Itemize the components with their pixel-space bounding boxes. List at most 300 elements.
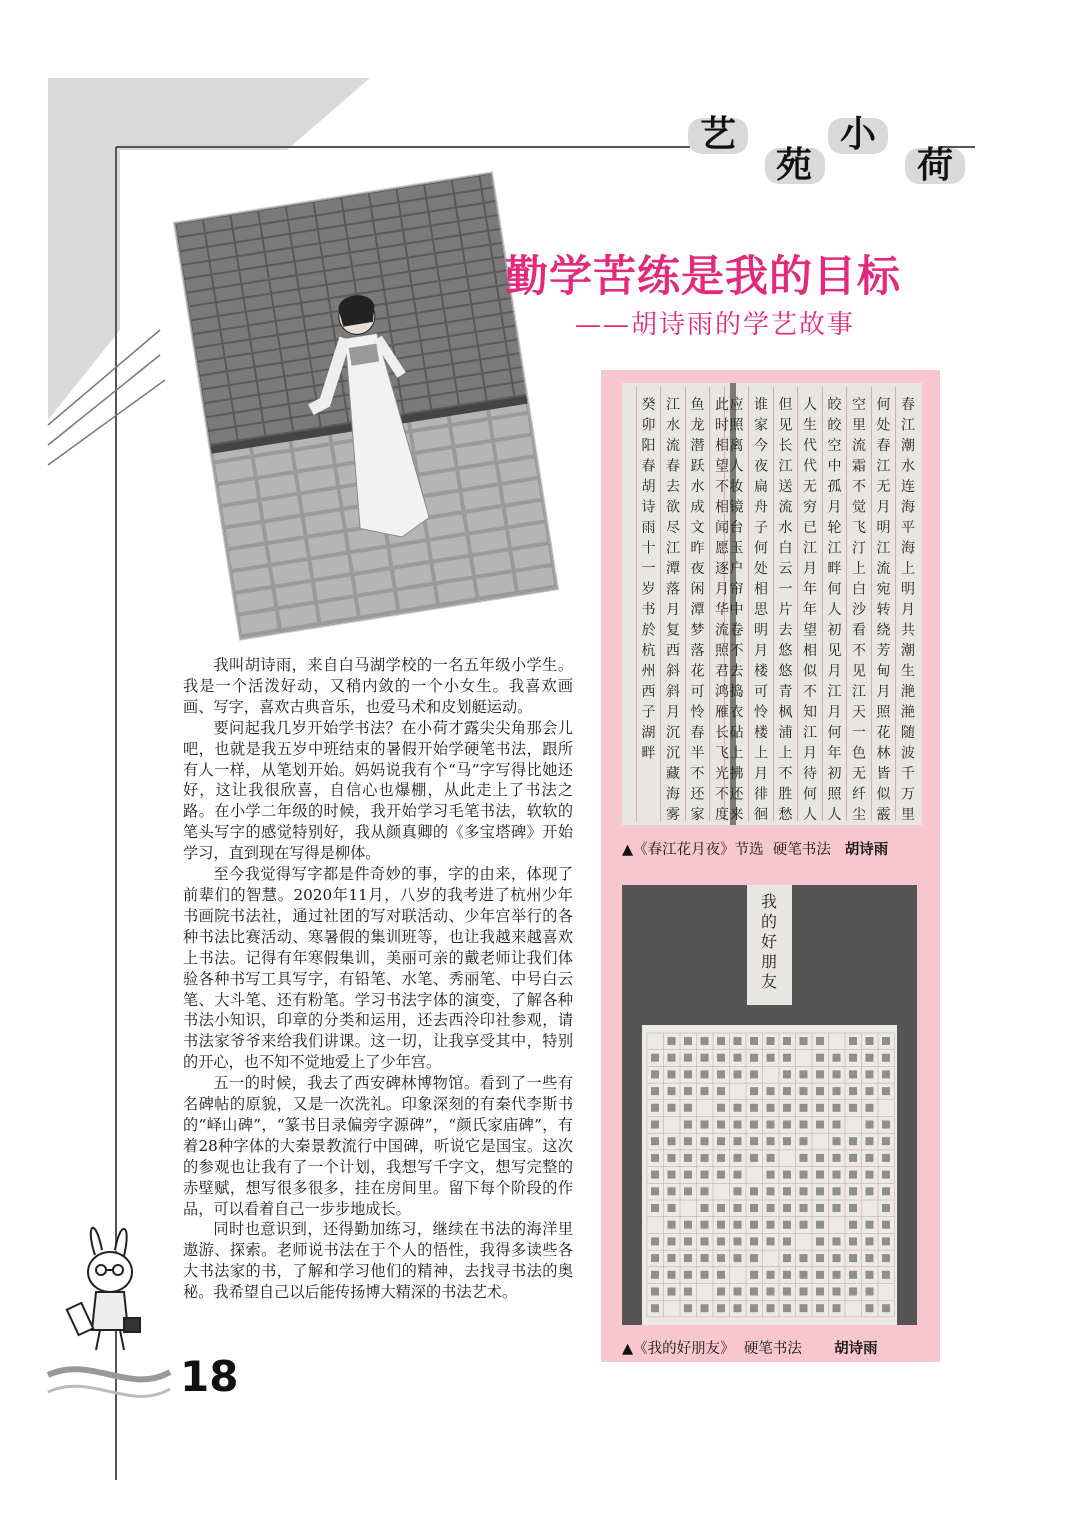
calligraphy-char: 时 <box>715 417 729 434</box>
calligraphy-char: 不 <box>852 643 866 659</box>
calligraphy-char: 不 <box>729 643 744 659</box>
calligraphy-char: 生 <box>901 663 915 680</box>
calligraphy-char: 去 <box>666 479 680 495</box>
swoosh <box>48 1386 170 1396</box>
handwriting-mark <box>651 1204 659 1212</box>
calligraphy-char: 纤 <box>852 786 866 803</box>
handwriting-mark <box>651 1288 659 1296</box>
handwriting-mark <box>701 1121 709 1129</box>
calligraphy-char: 长 <box>715 725 729 741</box>
calligraphy-char: 胡 <box>641 479 656 495</box>
calligraphy-char: 谁 <box>754 397 768 413</box>
calligraphy-char: 望 <box>715 458 729 475</box>
calligraphy-char: 江 <box>803 725 817 741</box>
handwriting-mark <box>849 1171 857 1179</box>
handwriting-mark <box>684 1304 692 1312</box>
handwriting-mark <box>849 1054 857 1062</box>
calligraphy-char: 海 <box>666 786 680 803</box>
calligraphy-char: 浦 <box>778 725 793 741</box>
calligraphy-char: 人 <box>803 397 817 413</box>
handwriting-mark <box>816 1070 824 1078</box>
handwriting-mark <box>668 1087 676 1095</box>
handwriting-mark <box>866 1187 874 1195</box>
calligraphy-char: 年 <box>803 581 817 598</box>
calligraphy-char: 尘 <box>852 807 866 823</box>
calligraphy-char: 白 <box>852 581 866 598</box>
handwriting-mark <box>750 1037 758 1045</box>
handwriting-mark <box>651 1304 659 1312</box>
calligraphy-char: 里 <box>901 807 915 823</box>
calligraphy-char: 处 <box>876 417 891 434</box>
calligraphy-char: 白 <box>778 540 793 557</box>
handwriting-mark <box>833 1154 841 1162</box>
calligraphy-char: 不 <box>690 766 705 782</box>
calligraphy-char: 沉 <box>666 745 680 762</box>
calligraphy-char: 来 <box>729 807 744 823</box>
calligraphy-char: 水 <box>690 479 705 495</box>
handwriting-mark <box>816 1237 824 1245</box>
handwriting-mark <box>717 1054 725 1062</box>
handwriting-mark <box>684 1154 692 1162</box>
calligraphy-char: 半 <box>690 745 705 762</box>
handwriting-mark <box>734 1254 742 1262</box>
calligraphy-char: 江 <box>901 417 915 434</box>
calligraphy-char: 月 <box>827 704 842 721</box>
calligraphy-char: 月 <box>754 766 768 782</box>
handwriting-mark <box>816 1121 824 1129</box>
calligraphy-work-2 <box>622 885 917 1325</box>
handwriting-mark <box>767 1054 775 1062</box>
calligraphy-char: 潭 <box>690 602 705 618</box>
handwriting-mark <box>866 1070 874 1078</box>
calligraphy-char: 人 <box>827 807 842 823</box>
calligraphy-char: 潜 <box>690 438 705 454</box>
calligraphy-char: 万 <box>901 786 915 803</box>
calligraphy-char: 月 <box>803 561 817 577</box>
handwriting-mark <box>767 1221 775 1229</box>
calligraphy-char: 何 <box>827 581 842 598</box>
calligraphy-char: 千 <box>901 766 915 782</box>
calligraphy-char: 随 <box>901 725 915 741</box>
handwriting-mark <box>783 1171 791 1179</box>
calligraphy-char: 无 <box>852 766 866 782</box>
calligraphy-char: 年 <box>803 602 817 618</box>
handwriting-mark <box>866 1221 874 1229</box>
handwriting-mark <box>734 1070 742 1078</box>
handwriting-mark <box>783 1054 791 1062</box>
calligraphy-char: 楼 <box>754 725 768 741</box>
handwriting-mark <box>717 1204 725 1212</box>
calligraphy-char: 知 <box>803 704 817 721</box>
calligraphy-char: 天 <box>852 704 866 721</box>
handwriting-mark <box>701 1304 709 1312</box>
calligraphy-char: 相 <box>715 438 729 454</box>
handwriting-mark <box>651 1104 659 1112</box>
calligraphy-char: 家 <box>690 807 705 823</box>
calligraphy-char: 片 <box>778 602 793 618</box>
handwriting-mark <box>684 1187 692 1195</box>
calligraphy-char: 海 <box>901 499 915 516</box>
calligraphy-char: 扁 <box>754 479 768 495</box>
calligraphy-char: 无 <box>803 479 817 495</box>
calligraphy-char: 中 <box>729 602 744 618</box>
calligraphy-char: 代 <box>803 458 817 475</box>
calligraphy-char: 流 <box>778 499 793 516</box>
calligraphy-char: 不 <box>803 684 817 700</box>
handwriting-mark <box>668 1204 676 1212</box>
article-subtitle: ——胡诗雨的学艺故事 <box>575 310 856 340</box>
paragraph: 五一的时候，我去了西安碑林博物馆。看到了一些有名碑帖的原貌，又是一次洗礼。印象深刻的有秦代李斯书的“峄山碑”，“篆书目录偏旁字源碑”，“颜氏家庙碑”，有着28种字体的大秦景教流行中国碑，听说它是国宝。这次的参观也让我有了一个计划，我想写千字文，想写完整的赤壁赋，想写很多很多，挂在房间里。留下每个阶段的作品，可以看着自己一步步地成长。 <box>183 1074 573 1218</box>
handwriting-mark <box>651 1271 659 1279</box>
calligraphy-char: 书 <box>641 602 656 618</box>
handwriting-mark <box>734 1171 742 1179</box>
calligraphy-char: 落 <box>666 581 680 598</box>
handwriting-mark <box>866 1271 874 1279</box>
handwriting-mark <box>833 1187 841 1195</box>
calligraphy-char: 何 <box>827 725 842 741</box>
handwriting-mark <box>734 1154 742 1162</box>
calligraphy-char: 不 <box>715 786 729 803</box>
handwriting-mark <box>783 1221 791 1229</box>
handwriting-mark <box>816 1204 824 1212</box>
handwriting-mark <box>866 1288 874 1296</box>
handwriting-mark <box>750 1054 758 1062</box>
calligraphy-char: 相 <box>715 499 729 516</box>
calligraphy-char: 复 <box>666 622 680 639</box>
calligraphy-char: 空 <box>827 438 842 454</box>
handwriting-mark <box>668 1187 676 1195</box>
calligraphy-char: 逐 <box>715 561 729 577</box>
calligraphy-char: 无 <box>876 479 891 495</box>
handwriting-mark <box>882 1154 890 1162</box>
handwriting-mark <box>750 1221 758 1229</box>
handwriting-mark <box>767 1304 775 1312</box>
calligraphy-char: 阳 <box>641 438 656 454</box>
handwriting-mark <box>734 1187 742 1195</box>
heading-char: 朋 <box>760 952 778 971</box>
handwriting-mark <box>651 1121 659 1129</box>
handwriting-mark <box>701 1154 709 1162</box>
handwriting-mark <box>783 1187 791 1195</box>
calligraphy-char: 何 <box>754 540 768 557</box>
handwriting-mark <box>734 1221 742 1229</box>
calligraphy-char: 照 <box>715 643 729 659</box>
calligraphy-char: 去 <box>729 663 744 680</box>
handwriting-mark <box>701 1087 709 1095</box>
portrait-photo <box>174 172 558 639</box>
handwriting-mark <box>882 1054 890 1062</box>
calligraphy-char: 飞 <box>715 745 729 762</box>
calligraphy-char: 绕 <box>876 622 891 639</box>
calligraphy-char: 何 <box>876 397 891 413</box>
calligraphy-char: 流 <box>715 622 729 639</box>
calligraphy-char: 拂 <box>729 766 744 782</box>
calligraphy-char: 砧 <box>729 725 744 741</box>
calligraphy-char: 明 <box>901 581 915 598</box>
calligraphy-char: 明 <box>754 622 768 639</box>
handwriting-mark <box>833 1104 841 1112</box>
calligraphy-char: 鸿 <box>715 684 729 700</box>
calligraphy-char: 龙 <box>690 417 705 434</box>
handwriting-mark <box>816 1304 824 1312</box>
handwriting-mark <box>767 1171 775 1179</box>
calligraphy-char: 月 <box>827 499 842 516</box>
calligraphy-char: 处 <box>754 561 768 577</box>
calligraphy-char: 杭 <box>641 643 656 659</box>
calligraphy-char: 江 <box>876 458 891 475</box>
calligraphy-char: 空 <box>852 397 866 413</box>
calligraphy-char: 水 <box>666 417 680 434</box>
handwriting-mark <box>800 1187 808 1195</box>
handwriting-mark <box>734 1204 742 1212</box>
handwriting-mark <box>750 1237 758 1245</box>
calligraphy-char: 上 <box>754 745 768 762</box>
handwriting-mark <box>833 1137 841 1145</box>
calligraphy-char: 玉 <box>729 540 744 557</box>
calligraphy-char: 梦 <box>690 622 705 639</box>
calligraphy-char: 照 <box>729 417 744 434</box>
calligraphy-char: 代 <box>803 438 817 454</box>
calligraphy-char: 青 <box>778 684 793 700</box>
handwriting-mark <box>750 1087 758 1095</box>
handwriting-mark <box>684 1271 692 1279</box>
calligraphy-char: 波 <box>901 745 915 762</box>
handwriting-mark <box>750 1304 758 1312</box>
handwriting-mark <box>849 1187 857 1195</box>
calligraphy-char: 思 <box>754 602 768 618</box>
calligraphy-char: 人 <box>803 807 817 823</box>
calligraphy-char: 花 <box>876 725 891 741</box>
calligraphy-char: 文 <box>690 520 705 536</box>
handwriting-mark <box>767 1271 775 1279</box>
calligraphy-char: 雁 <box>715 704 729 721</box>
calligraphy-char: 一 <box>778 581 793 598</box>
column-char: 小 <box>840 114 877 155</box>
calligraphy-char: 癸 <box>641 397 656 413</box>
handwriting-mark <box>783 1254 791 1262</box>
handwriting-mark <box>651 1187 659 1195</box>
handwriting-mark <box>783 1304 791 1312</box>
handwriting-mark <box>717 1271 725 1279</box>
handwriting-mark <box>668 1137 676 1145</box>
handwriting-mark <box>882 1304 890 1312</box>
handwriting-mark <box>800 1221 808 1229</box>
handwriting-mark <box>734 1237 742 1245</box>
column-char: 苑 <box>776 145 813 186</box>
handwriting-mark <box>668 1070 676 1078</box>
calligraphy-char: 雨 <box>641 520 656 536</box>
handwriting-mark <box>651 1254 659 1262</box>
calligraphy-char: 飞 <box>852 520 866 536</box>
handwriting-mark <box>882 1037 890 1045</box>
handwriting-mark <box>767 1204 775 1212</box>
calligraphy-char: 夜 <box>754 458 768 475</box>
handwriting-mark <box>800 1070 808 1078</box>
calligraphy-char: 江 <box>876 540 891 557</box>
calligraphy-char: 送 <box>778 479 793 495</box>
handwriting-mark <box>750 1187 758 1195</box>
handwriting-mark <box>882 1271 890 1279</box>
handwriting-mark <box>833 1087 841 1095</box>
handwriting-mark <box>849 1154 857 1162</box>
calligraphy-char: 月 <box>827 663 842 680</box>
handwriting-mark <box>849 1221 857 1229</box>
calligraphy-char: 昨 <box>690 540 705 557</box>
handwriting-mark <box>783 1204 791 1212</box>
handwriting-mark <box>783 1087 791 1095</box>
calligraphy-char: 霰 <box>876 807 891 823</box>
handwriting-mark <box>651 1171 659 1179</box>
handwriting-mark <box>750 1137 758 1145</box>
handwriting-mark <box>866 1037 874 1045</box>
handwriting-mark <box>866 1121 874 1129</box>
handwriting-mark <box>800 1121 808 1129</box>
handwriting-mark <box>701 1070 709 1078</box>
handwriting-mark <box>734 1304 742 1312</box>
calligraphy-char: 似 <box>803 663 817 680</box>
handwriting-mark <box>701 1271 709 1279</box>
calligraphy-char: 流 <box>852 438 866 454</box>
calligraphy-char: 平 <box>901 520 915 536</box>
article-body <box>183 655 573 1303</box>
caption-title: ▲《我的好朋友》 <box>622 1341 735 1357</box>
handwriting-mark <box>750 1104 758 1112</box>
handwriting-mark <box>684 1237 692 1245</box>
handwriting-mark <box>717 1087 725 1095</box>
calligraphy-char: 不 <box>852 479 866 495</box>
handwriting-mark <box>684 1121 692 1129</box>
calligraphy-char: 照 <box>876 704 891 721</box>
heading-char: 好 <box>760 932 778 951</box>
calligraphy-char: 穷 <box>803 499 817 516</box>
handwriting-mark <box>767 1187 775 1195</box>
handwriting-mark <box>684 1037 692 1045</box>
handwriting-mark <box>882 1204 890 1212</box>
calligraphy-char: 西 <box>641 684 656 700</box>
handwriting-mark <box>684 1104 692 1112</box>
calligraphy-char: 春 <box>666 458 680 475</box>
handwriting-mark <box>717 1104 725 1112</box>
handwriting-mark <box>717 1121 725 1129</box>
calligraphy-char: 相 <box>803 643 817 659</box>
calligraphy-char: 悠 <box>778 643 793 659</box>
handwriting-mark <box>717 1171 725 1179</box>
calligraphy-char: 闲 <box>690 581 705 598</box>
handwriting-mark <box>849 1104 857 1112</box>
handwriting-mark <box>849 1288 857 1296</box>
handwriting-mark <box>701 1187 709 1195</box>
handwriting-mark <box>882 1187 890 1195</box>
calligraphy-char: 孤 <box>827 479 842 495</box>
handwriting-mark <box>750 1288 758 1296</box>
handwriting-mark <box>668 1254 676 1262</box>
calligraphy-char: 上 <box>901 561 915 577</box>
calligraphy-char: 成 <box>690 499 705 516</box>
handwriting-mark <box>882 1070 890 1078</box>
calligraphy-char: 州 <box>641 663 656 680</box>
handwriting-mark <box>717 1237 725 1245</box>
handwriting-mark <box>866 1171 874 1179</box>
handwriting-mark <box>684 1254 692 1262</box>
calligraphy-char: 胜 <box>778 786 793 803</box>
handwriting-mark <box>750 1121 758 1129</box>
handwriting-mark <box>734 1121 742 1129</box>
handwriting-mark <box>717 1288 725 1296</box>
handwriting-mark <box>882 1254 890 1262</box>
calligraphy-char: 卯 <box>641 417 656 434</box>
paragraph: 我叫胡诗雨，来自白马湖学校的一名五年级小学生。我是一个活泼好动，又稍内敛的一个小女生。我喜欢画画、写字，喜欢古典音乐，也爱马术和皮划艇运动。 <box>183 656 573 716</box>
handwriting-mark <box>668 1271 676 1279</box>
calligraphy-char: 春 <box>690 725 705 741</box>
handwriting-mark <box>684 1054 692 1062</box>
handwriting-mark <box>800 1254 808 1262</box>
calligraphy-char: 度 <box>715 807 729 823</box>
calligraphy-char: 藏 <box>666 766 680 782</box>
handwriting-mark <box>882 1137 890 1145</box>
calligraphy-char: 相 <box>754 581 768 598</box>
calligraphy-char: 此 <box>715 397 729 413</box>
calligraphy-char: 皎 <box>827 397 842 413</box>
handwriting-mark <box>783 1121 791 1129</box>
calligraphy-char: 待 <box>803 766 817 782</box>
handwriting-mark <box>717 1304 725 1312</box>
handwriting-mark <box>816 1104 824 1112</box>
handwriting-mark <box>866 1154 874 1162</box>
calligraphy-char: 色 <box>852 745 866 762</box>
calligraphy-char: 怜 <box>690 704 705 721</box>
handwriting-mark <box>783 1288 791 1296</box>
calligraphy-char: 家 <box>754 417 768 434</box>
calligraphy-char: 但 <box>778 397 793 413</box>
handwriting-mark <box>800 1271 808 1279</box>
calligraphy-char: 怜 <box>754 704 768 721</box>
handwriting-mark <box>783 1070 791 1078</box>
calligraphy-char: 皎 <box>827 417 842 434</box>
calligraphy-char: 明 <box>876 520 891 536</box>
handwriting-mark <box>882 1121 890 1129</box>
column-char: 荷 <box>917 145 954 186</box>
calligraphy-char: 汀 <box>852 540 866 557</box>
handwriting-mark <box>783 1137 791 1145</box>
calligraphy-char: 徘 <box>754 786 768 803</box>
handwriting-mark <box>833 1254 841 1262</box>
calligraphy-char: 畔 <box>827 561 842 577</box>
calligraphy-char: 畔 <box>641 745 656 762</box>
calligraphy-char: 月 <box>715 581 729 598</box>
calligraphy-char: 江 <box>827 684 842 700</box>
calligraphy-char: 楼 <box>754 663 768 680</box>
calligraphy-char: 何 <box>803 786 817 803</box>
calligraphy-char: 江 <box>666 397 680 413</box>
handwriting-mark <box>816 1037 824 1045</box>
calligraphy-char: 中 <box>827 458 842 475</box>
calligraphy-char: 跃 <box>690 458 705 475</box>
handwriting-mark <box>767 1154 775 1162</box>
handwriting-mark <box>833 1204 841 1212</box>
calligraphy-essay <box>622 885 917 1325</box>
page-number: 18 <box>180 1352 239 1401</box>
calligraphy-char: 衣 <box>729 704 744 721</box>
handwriting-mark <box>734 1054 742 1062</box>
calligraphy-char: 可 <box>690 684 705 700</box>
calligraphy-char: 雾 <box>666 807 680 823</box>
handwriting-mark <box>849 1137 857 1145</box>
rabbit-mascot-icon <box>67 1228 140 1350</box>
handwriting-mark <box>849 1070 857 1078</box>
caption-author: 胡诗雨 <box>844 842 889 858</box>
caption-type: 硬笔书法 <box>743 1341 802 1357</box>
handwriting-mark <box>816 1271 824 1279</box>
